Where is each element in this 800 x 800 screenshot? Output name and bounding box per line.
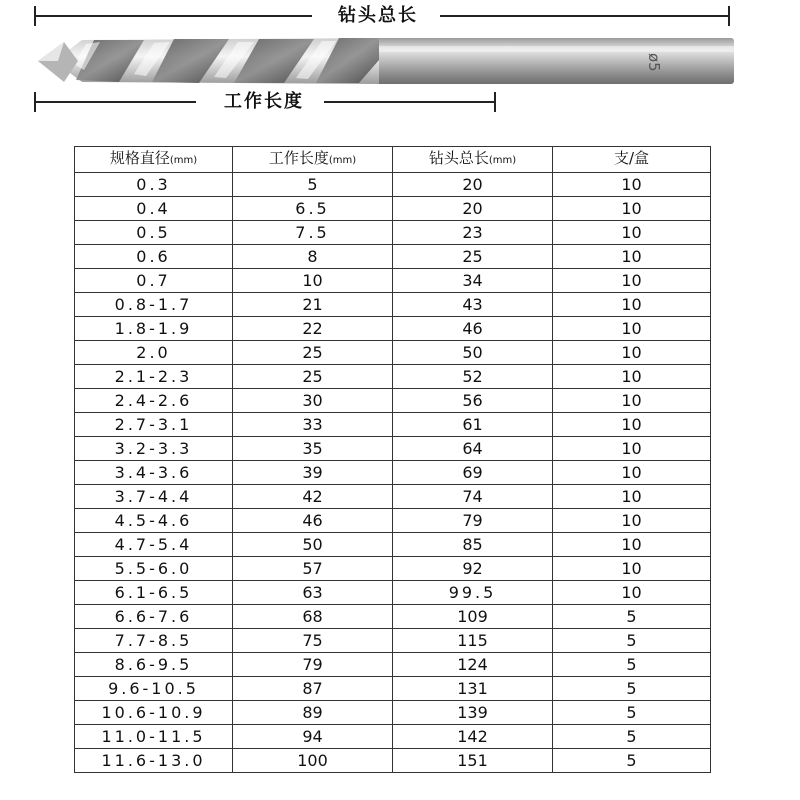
- cell-per-box: 10: [553, 389, 711, 413]
- cell-total-length: 69: [393, 461, 553, 485]
- table-row: [75, 605, 711, 629]
- cell-per-box: 10: [553, 341, 711, 365]
- cell-per-box: 10: [553, 245, 711, 269]
- cell-per-box: 10: [553, 557, 711, 581]
- table-row: [75, 365, 711, 389]
- table-row: [75, 533, 711, 557]
- cell-total-length: 20: [393, 173, 553, 197]
- dimension-line-left: [36, 101, 196, 103]
- cell-total-length: 151: [393, 749, 553, 773]
- cell-working-length: 57: [233, 557, 393, 581]
- drill-marking: ø5: [645, 53, 663, 72]
- table-row: [75, 725, 711, 749]
- cell-diameter: 2.0: [75, 341, 233, 365]
- cell-working-length: 25: [233, 365, 393, 389]
- cell-diameter: 3.2-3.3: [75, 437, 233, 461]
- cell-per-box: 10: [553, 173, 711, 197]
- cell-total-length: 85: [393, 533, 553, 557]
- cell-total-length: 124: [393, 653, 553, 677]
- cell-per-box: 10: [553, 293, 711, 317]
- cell-working-length: 22: [233, 317, 393, 341]
- cell-working-length: 33: [233, 413, 393, 437]
- cell-diameter: 0.4: [75, 197, 233, 221]
- cell-total-length: 131: [393, 677, 553, 701]
- table-row: [75, 341, 711, 365]
- table-row: [75, 749, 711, 773]
- dimension-tick-right: [728, 6, 730, 26]
- cell-per-box: 5: [553, 677, 711, 701]
- table-row: [75, 629, 711, 653]
- cell-diameter: 4.7-5.4: [75, 533, 233, 557]
- cell-diameter: 11.0-11.5: [75, 725, 233, 749]
- table-row: [75, 413, 711, 437]
- cell-total-length: 74: [393, 485, 553, 509]
- header-diameter: 规格直径(mm): [75, 147, 233, 173]
- cell-per-box: 10: [553, 197, 711, 221]
- cell-total-length: 34: [393, 269, 553, 293]
- cell-diameter: 11.6-13.0: [75, 749, 233, 773]
- cell-working-length: 8: [233, 245, 393, 269]
- cell-diameter: 9.6-10.5: [75, 677, 233, 701]
- cell-diameter: 7.7-8.5: [75, 629, 233, 653]
- cell-per-box: 5: [553, 701, 711, 725]
- drill-spec-table: [74, 146, 711, 773]
- cell-working-length: 75: [233, 629, 393, 653]
- cell-working-length: 7.5: [233, 221, 393, 245]
- cell-per-box: 10: [553, 413, 711, 437]
- cell-total-length: 25: [393, 245, 553, 269]
- table-row: [75, 677, 711, 701]
- cell-per-box: 10: [553, 461, 711, 485]
- cell-per-box: 10: [553, 437, 711, 461]
- cell-diameter: 6.6-7.6: [75, 605, 233, 629]
- cell-per-box: 10: [553, 269, 711, 293]
- table-row: [75, 437, 711, 461]
- cell-diameter: 3.4-3.6: [75, 461, 233, 485]
- cell-working-length: 5: [233, 173, 393, 197]
- cell-working-length: 50: [233, 533, 393, 557]
- cell-total-length: 43: [393, 293, 553, 317]
- cell-working-length: 89: [233, 701, 393, 725]
- drill-shank: [374, 38, 734, 84]
- cell-working-length: 63: [233, 581, 393, 605]
- header-working-length: 工作长度(mm): [233, 147, 393, 173]
- cell-total-length: 109: [393, 605, 553, 629]
- cell-total-length: 139: [393, 701, 553, 725]
- cell-per-box: 10: [553, 221, 711, 245]
- cell-diameter: 0.3: [75, 173, 233, 197]
- table-row: [75, 221, 711, 245]
- cell-diameter: 1.8-1.9: [75, 317, 233, 341]
- cell-diameter: 10.6-10.9: [75, 701, 233, 725]
- cell-per-box: 10: [553, 581, 711, 605]
- table-row: [75, 557, 711, 581]
- cell-total-length: 64: [393, 437, 553, 461]
- table-row: [75, 197, 711, 221]
- cell-working-length: 6.5: [233, 197, 393, 221]
- cell-diameter: 6.1-6.5: [75, 581, 233, 605]
- cell-per-box: 10: [553, 533, 711, 557]
- total-length-label: 钻头总长: [338, 5, 418, 26]
- cell-total-length: 23: [393, 221, 553, 245]
- cell-working-length: 100: [233, 749, 393, 773]
- table-row: [75, 581, 711, 605]
- cell-per-box: 5: [553, 749, 711, 773]
- dimension-line-right: [324, 101, 494, 103]
- table-row: [75, 317, 711, 341]
- cell-total-length: 56: [393, 389, 553, 413]
- cell-total-length: 79: [393, 509, 553, 533]
- table-row: [75, 269, 711, 293]
- cell-diameter: 2.4-2.6: [75, 389, 233, 413]
- table-row: [75, 485, 711, 509]
- table-body: [75, 173, 711, 773]
- cell-working-length: 68: [233, 605, 393, 629]
- cell-working-length: 25: [233, 341, 393, 365]
- table-row: [75, 701, 711, 725]
- cell-per-box: 10: [553, 365, 711, 389]
- cell-working-length: 46: [233, 509, 393, 533]
- dimension-line-left: [36, 15, 312, 17]
- cell-working-length: 39: [233, 461, 393, 485]
- cell-diameter: 0.8-1.7: [75, 293, 233, 317]
- cell-total-length: 46: [393, 317, 553, 341]
- cell-diameter: 4.5-4.6: [75, 509, 233, 533]
- total-length-dimension: [34, 4, 730, 28]
- cell-per-box: 5: [553, 605, 711, 629]
- cell-diameter: 2.1-2.3: [75, 365, 233, 389]
- cell-working-length: 87: [233, 677, 393, 701]
- cell-working-length: 94: [233, 725, 393, 749]
- dimension-line-right: [440, 15, 728, 17]
- cell-per-box: 5: [553, 725, 711, 749]
- cell-total-length: 20: [393, 197, 553, 221]
- cell-diameter: 5.5-6.0: [75, 557, 233, 581]
- table-row: [75, 245, 711, 269]
- cell-diameter: 2.7-3.1: [75, 413, 233, 437]
- header-total-length: 钻头总长(mm): [393, 147, 553, 173]
- cell-per-box: 10: [553, 509, 711, 533]
- cell-diameter: 3.7-4.4: [75, 485, 233, 509]
- cell-working-length: 42: [233, 485, 393, 509]
- cell-working-length: 35: [233, 437, 393, 461]
- working-length-dimension: [34, 90, 496, 114]
- table-row: [75, 509, 711, 533]
- table-row: [75, 173, 711, 197]
- drill-bit-illustration: [34, 30, 740, 96]
- table-row: [75, 389, 711, 413]
- table-row: [75, 293, 711, 317]
- cell-diameter: 8.6-9.5: [75, 653, 233, 677]
- cell-working-length: 30: [233, 389, 393, 413]
- cell-per-box: 5: [553, 629, 711, 653]
- cell-diameter: 0.5: [75, 221, 233, 245]
- table-row: [75, 653, 711, 677]
- cell-total-length: 61: [393, 413, 553, 437]
- cell-per-box: 5: [553, 653, 711, 677]
- cell-working-length: 10: [233, 269, 393, 293]
- header-per-box: 支/盒: [553, 147, 711, 173]
- cell-diameter: 0.6: [75, 245, 233, 269]
- cell-total-length: 99.5: [393, 581, 553, 605]
- table-row: [75, 461, 711, 485]
- cell-per-box: 10: [553, 485, 711, 509]
- table-header-row: [75, 147, 711, 173]
- cell-total-length: 142: [393, 725, 553, 749]
- cell-working-length: 79: [233, 653, 393, 677]
- cell-working-length: 21: [233, 293, 393, 317]
- cell-total-length: 115: [393, 629, 553, 653]
- cell-per-box: 10: [553, 317, 711, 341]
- dimension-tick-right: [494, 92, 496, 112]
- working-length-label: 工作长度: [224, 91, 304, 112]
- cell-diameter: 0.7: [75, 269, 233, 293]
- cell-total-length: 92: [393, 557, 553, 581]
- cell-total-length: 50: [393, 341, 553, 365]
- cell-total-length: 52: [393, 365, 553, 389]
